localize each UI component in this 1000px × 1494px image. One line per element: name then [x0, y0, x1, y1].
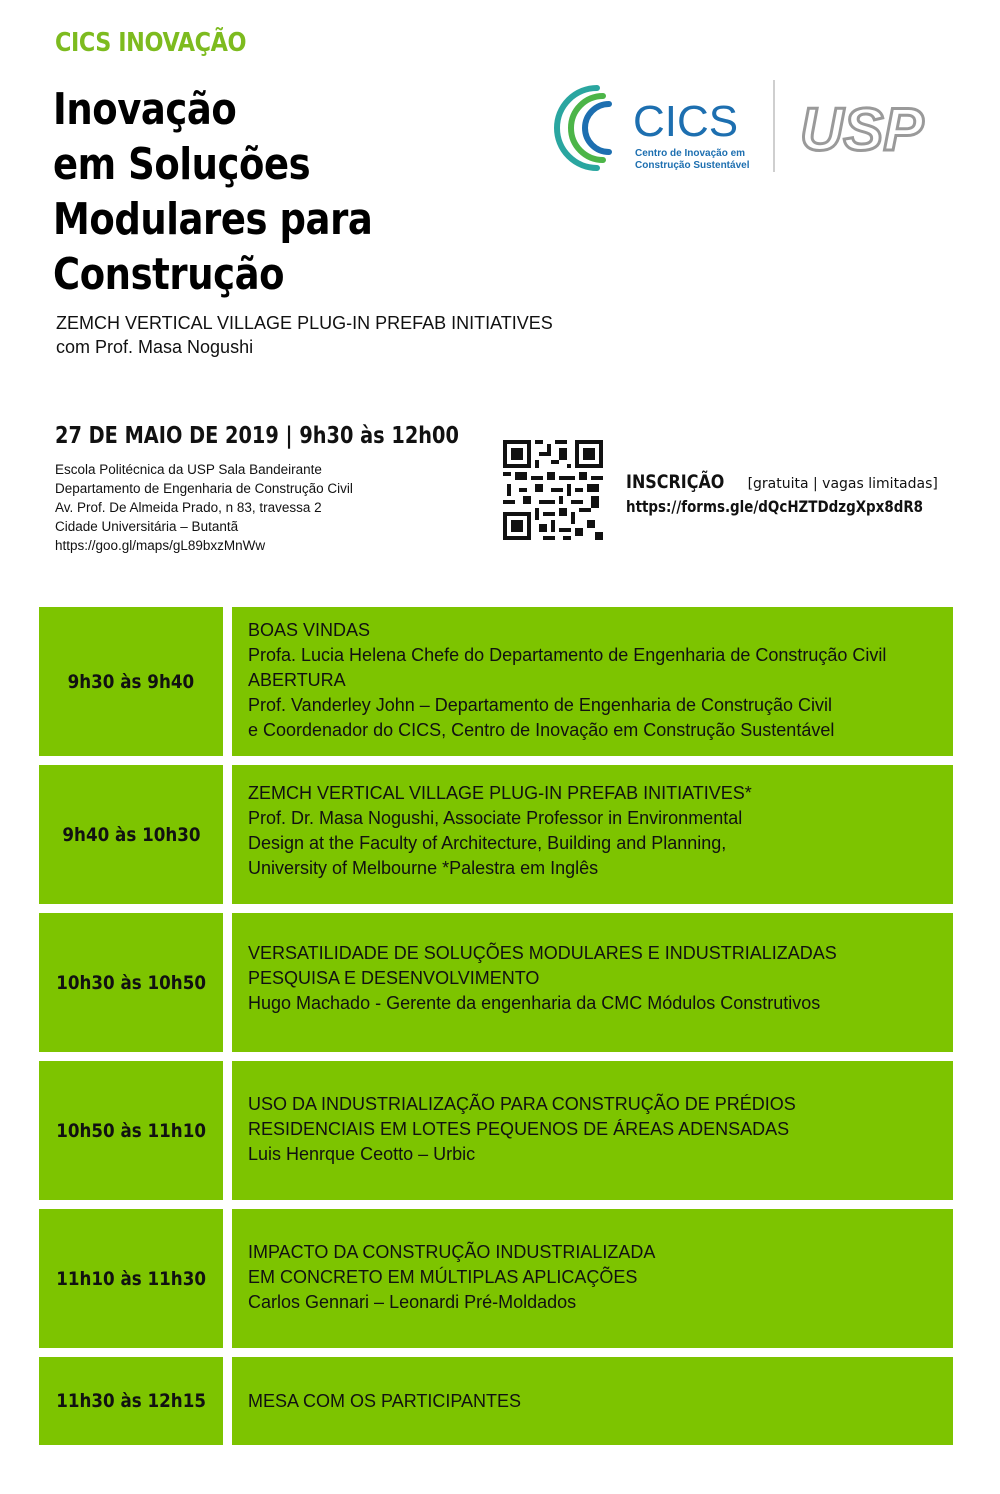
schedule-details	[232, 1357, 953, 1445]
schedule-time	[39, 913, 223, 1052]
schedule-row	[39, 765, 953, 904]
registration-link[interactable]: https://forms.gle/dQcHZTDdzgXpx8dR8	[626, 497, 924, 516]
event-date: 27 DE MAIO DE 2019 | 9h30 às 12h00	[55, 423, 459, 449]
schedule-line: ABERTURA	[248, 670, 346, 690]
schedule-line: IMPACTO DA CONSTRUÇÃO INDUSTRIALIZADA	[248, 1242, 656, 1262]
schedule-line: Hugo Machado - Gerente da engenharia da CMC Módulos Construtivos	[248, 993, 821, 1013]
schedule-row	[39, 913, 953, 1052]
title-line: em Soluções	[53, 139, 311, 190]
schedule-line: Prof. Vanderley John – Departamento de Engenharia de Construção Civil	[248, 695, 833, 715]
schedule-table	[39, 607, 953, 1454]
subtitle-line: ZEMCH VERTICAL VILLAGE PLUG-IN PREFAB INITIATIVES	[56, 313, 553, 333]
logo-divider	[773, 80, 775, 172]
schedule-line: ZEMCH VERTICAL VILLAGE PLUG-IN PREFAB INITIATIVES*	[248, 783, 752, 803]
schedule-line: PESQUISA E DESENVOLVIMENTO	[248, 968, 540, 988]
schedule-line: Luis Henrque Ceotto – Urbic	[248, 1144, 476, 1164]
title-line: Inovação	[53, 84, 237, 135]
schedule-time	[39, 765, 223, 904]
schedule-time-label: 9h40 às 10h30	[61, 823, 201, 846]
subtitle-line: com Prof. Masa Nogushi	[56, 337, 254, 357]
registration-title: INSCRIÇÃO	[626, 471, 725, 493]
qr-code-icon[interactable]	[503, 440, 603, 540]
venue-address	[55, 460, 353, 555]
schedule-details	[232, 1209, 953, 1348]
logos	[553, 78, 953, 188]
venue-line: Escola Politécnica da USP Sala Bandeirante	[55, 462, 322, 477]
schedule-line: Profa. Lucia Helena Chefe do Departamento de Engenharia de Construção Civil	[248, 645, 887, 665]
schedule-line: Design at the Faculty of Architecture, Building and Planning,	[248, 833, 727, 853]
registration-header	[626, 471, 980, 497]
venue-line: Departamento de Engenharia de Construção Civil	[55, 481, 353, 496]
cics-caption-line: Construção Sustentável	[635, 160, 750, 171]
schedule-line: MESA COM OS PARTICIPANTES	[248, 1390, 522, 1411]
registration	[626, 471, 980, 516]
schedule-time	[39, 607, 223, 756]
schedule-time	[39, 1061, 223, 1200]
schedule-time-label: 11h30 às 12h15	[56, 1390, 206, 1412]
kicker: CICS INOVAÇÃO	[55, 28, 247, 58]
schedule-time	[39, 1209, 223, 1348]
schedule-time	[39, 1357, 223, 1445]
schedule-details	[232, 765, 953, 904]
schedule-line: BOAS VINDAS	[248, 620, 371, 640]
schedule-line: Carlos Gennari – Leonardi Pré-Moldados	[248, 1292, 577, 1312]
cics-caption-line: Centro de Inovação em	[635, 148, 746, 159]
schedule-line: EM CONCRETO EM MÚLTIPLAS APLICAÇÕES	[248, 1267, 638, 1287]
venue-map-link[interactable]: https://goo.gl/maps/gL89bxzMnWw	[55, 538, 266, 553]
page-title	[53, 82, 439, 302]
schedule-time-label: 9h30 às 9h40	[67, 670, 195, 693]
schedule-time-label: 10h30 às 10h50	[56, 971, 206, 994]
subtitle	[56, 311, 553, 359]
registration-note: [gratuita | vagas limitadas]	[747, 476, 938, 492]
schedule-line: USO DA INDUSTRIALIZAÇÃO PARA CONSTRUÇÃO DE PRÉDIOS	[248, 1094, 796, 1114]
schedule-line: University of Melbourne *Palestra em Inglês	[248, 858, 599, 878]
usp-wordmark: USP	[800, 98, 924, 158]
schedule-details	[232, 1061, 953, 1200]
title-line: Construção	[53, 249, 285, 300]
schedule-row	[39, 1209, 953, 1348]
schedule-row	[39, 1061, 953, 1200]
schedule-line: RESIDENCIAIS EM LOTES PEQUENOS DE ÁREAS ADENSADAS	[248, 1119, 790, 1139]
schedule-time-label: 10h50 às 11h10	[56, 1119, 206, 1142]
cics-caption	[635, 148, 749, 172]
schedule-line: e Coordenador do CICS, Centro de Inovação em Construção Sustentável	[248, 720, 835, 740]
venue-line: Av. Prof. De Almeida Prado, n 83, travessa 2	[55, 500, 322, 515]
schedule-row	[39, 607, 953, 756]
schedule-line: Prof. Dr. Masa Nogushi, Associate Professor in Environmental	[248, 808, 743, 828]
schedule-details	[232, 607, 953, 756]
schedule-line: VERSATILIDADE DE SOLUÇÕES MODULARES E INDUSTRIALIZADAS	[248, 943, 837, 963]
title-line: Modulares para	[53, 194, 373, 245]
schedule-details	[232, 913, 953, 1052]
schedule-row	[39, 1357, 953, 1445]
schedule-time-label: 11h10 às 11h30	[56, 1267, 206, 1290]
venue-line: Cidade Universitária – Butantã	[55, 519, 239, 534]
usp-logo	[798, 98, 933, 158]
cics-wordmark: CICS	[633, 97, 739, 146]
